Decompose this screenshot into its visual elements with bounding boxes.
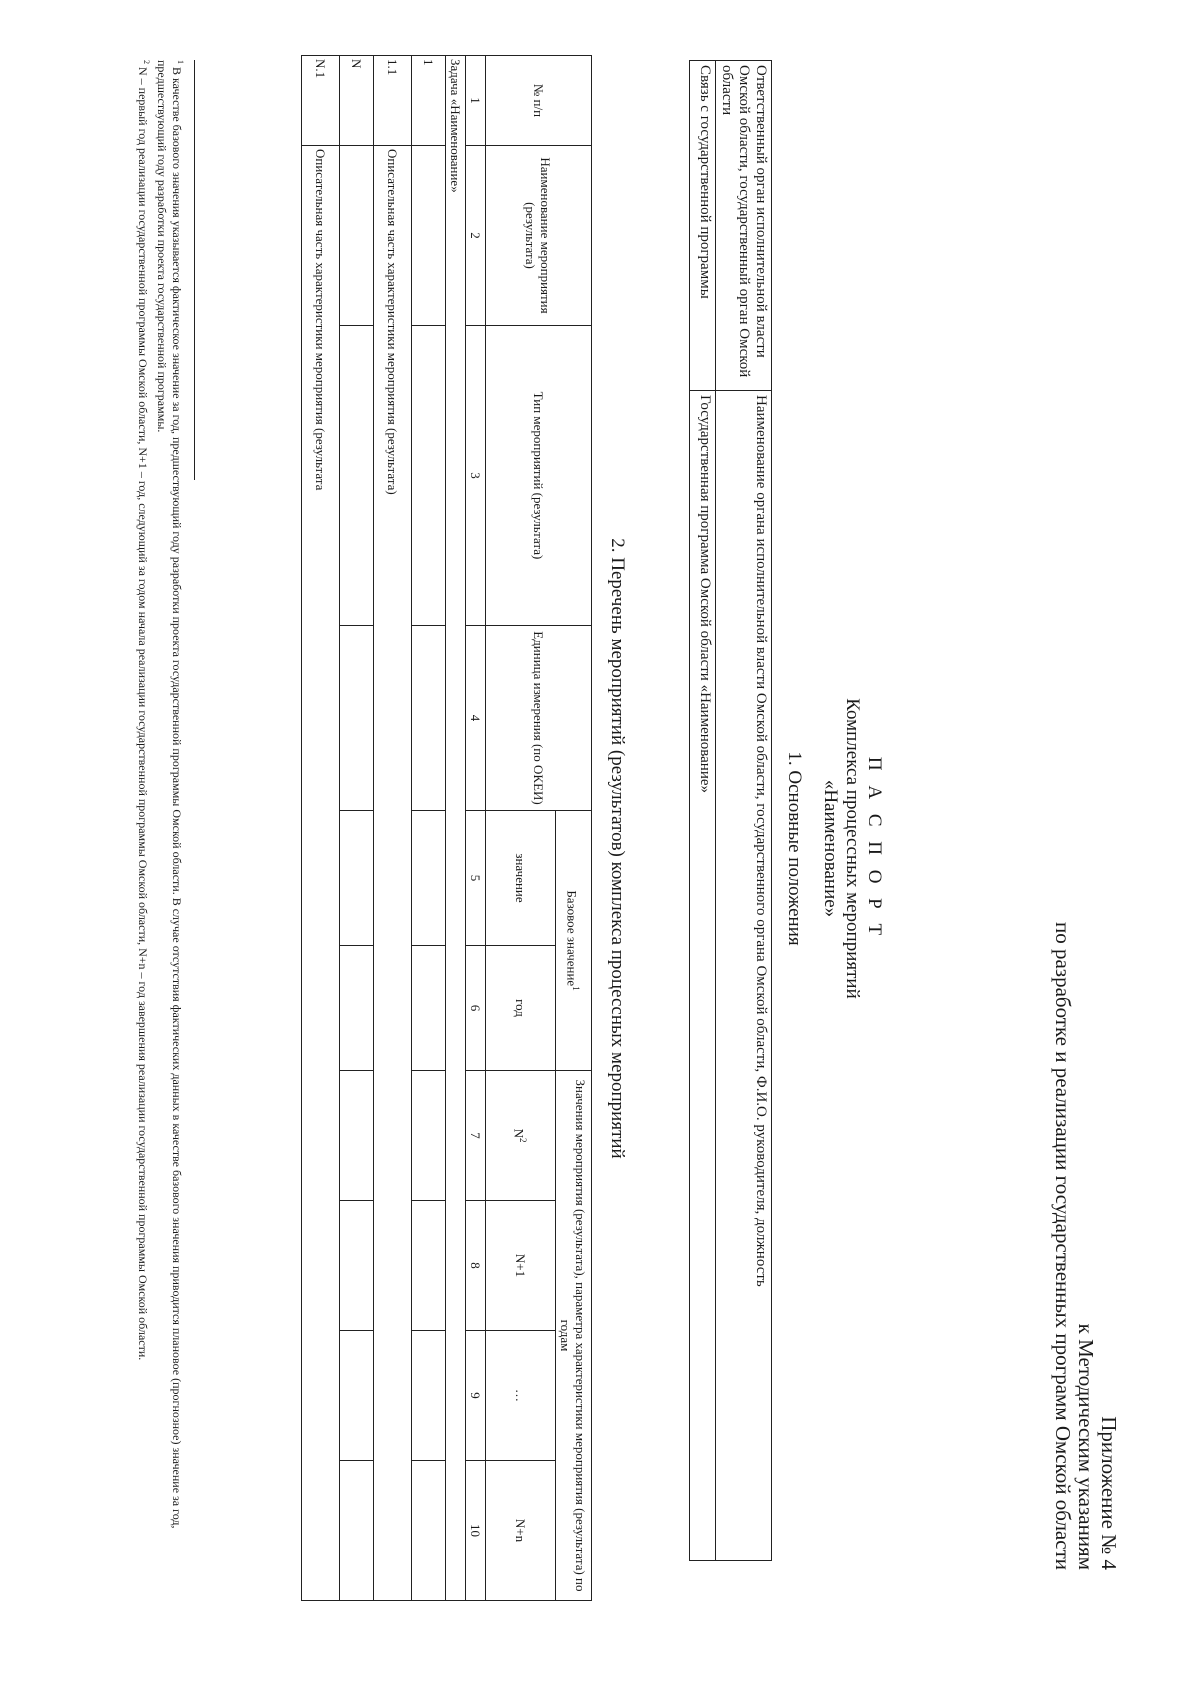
task-row [446,56,466,1601]
table-row [374,56,412,1601]
footnotes [135,60,188,1580]
col-number: 4 [466,626,486,811]
col-number: 2 [466,146,486,326]
col-number: 7 [466,1071,486,1201]
header-base [556,811,592,1071]
header-year-dots: … [486,1331,556,1461]
responsible-body-label: Ответственный орган исполнительной власти Омской области, государственный орган Омской области [716,61,772,391]
table-cell [412,1201,446,1331]
footnote-2 [135,60,154,1580]
title-name: «Наименование» [820,779,841,918]
document-title [819,0,885,1697]
row-num: 1.1 [374,56,412,146]
col-number: 5 [466,811,486,946]
table-row [716,61,772,1561]
table-cell [412,811,446,946]
table-cell [412,1461,446,1601]
header-base-year: год [486,946,556,1071]
table-cell [412,626,446,811]
col-number: 1 [466,56,486,146]
footnote-1-text: В качестве базового значения указывается фактическое значение за год, предшествующий году разработки проекта государственной программы Омской области. В случае отсутствия фактических данных в качестве базового значения приводится плановое (прогнозное) значение за год, предшествующий году разработки проекта государственной программы. [155,60,184,1529]
task-name: Задача «Наименование» [446,56,466,1601]
table-row [340,56,374,1601]
header-num: № п/п [486,56,592,146]
row-num: N.1 [302,56,340,146]
title-complex: Комплекса процессных мероприятий [842,698,863,999]
footnote-separator [194,60,195,480]
header-type: Тип мероприятий (результата) [486,326,592,626]
table-cell [340,146,374,326]
title-passport: П А С П О Р Т [864,756,885,941]
footnote-1 [154,60,188,1580]
col-number: 6 [466,946,486,1071]
measures-table [301,55,592,1601]
table-cell [412,146,446,326]
table-row [412,56,446,1601]
table-row [302,56,340,1601]
header-base-text: Базовое значение [564,890,580,987]
appendix-subject: по разработке и реализации государственных программ Омской области [1051,921,1075,1570]
table-cell [340,1461,374,1601]
table-cell [340,1201,374,1331]
footnote-2-mark: 2 [142,60,151,64]
header-year-n1: N+1 [486,1201,556,1331]
table-cell [412,1071,446,1201]
col-number: 8 [466,1201,486,1331]
table-cell [340,326,374,626]
col-number: 3 [466,326,486,626]
footnote-ref-1: 1 [570,986,581,991]
appendix-number: Приложение № 4 [1097,1416,1121,1570]
header-base-value: значение [486,811,556,946]
footnote-1-mark: 1 [176,60,185,64]
responsible-body-value: Наименование органа исполнительной власти Омской области, государственного органа Омской области, Ф.И.О. руководителя, должность [716,391,772,1561]
header-year-nn: N+n [486,1461,556,1601]
table-cell [412,946,446,1071]
program-link-value: Государственная программа Омской области «Наименование» [690,391,716,1561]
header-unit: Единица измерения (по ОКЕИ) [486,626,592,811]
row-num: 1 [412,56,446,146]
header-values: Значения мероприятия (результата), параметра характеристики мероприятия (результата) по годам [556,1071,592,1601]
header-row [556,56,592,1601]
footnote-2-text: N – первый год реализации государственной программы Омской области, N+1 – год, следующий за годом начала реализации государственной программы Омской области, N+n – год завершения реализации государственной программы Омской области. [136,64,150,1361]
row-num: N [340,56,374,146]
table-cell [340,1071,374,1201]
section-2-heading: 2. Перечень мероприятий (результатов) комплекса процессных мероприятий [607,538,628,1159]
table-cell [412,1331,446,1461]
appendix-reference: к Методическим указаниям [1074,1323,1098,1570]
table-row [690,61,716,1561]
header-name: Наименование мероприятия (результата) [486,146,592,326]
header-year-n-text: N [511,1128,527,1138]
row-description: Описательная часть характеристики мероприятия (результата) [374,146,412,1601]
col-number: 9 [466,1331,486,1461]
footnote-ref-2: 2 [517,1137,528,1143]
row-description: Описательная часть характеристики мероприятия (результата [302,146,340,1601]
header-year-n [486,1071,556,1201]
table-cell [340,626,374,811]
column-number-row [466,56,486,1601]
table-cell [340,1331,374,1461]
table-cell [412,326,446,626]
appendix-header [1051,670,1120,1570]
table-cell [340,811,374,946]
section-1-heading: 1. Основные положения [784,751,805,946]
program-link-label: Связь с государственной программы [690,61,716,391]
table-cell [340,946,374,1071]
main-provisions-table [689,60,772,1561]
col-number: 10 [466,1461,486,1601]
